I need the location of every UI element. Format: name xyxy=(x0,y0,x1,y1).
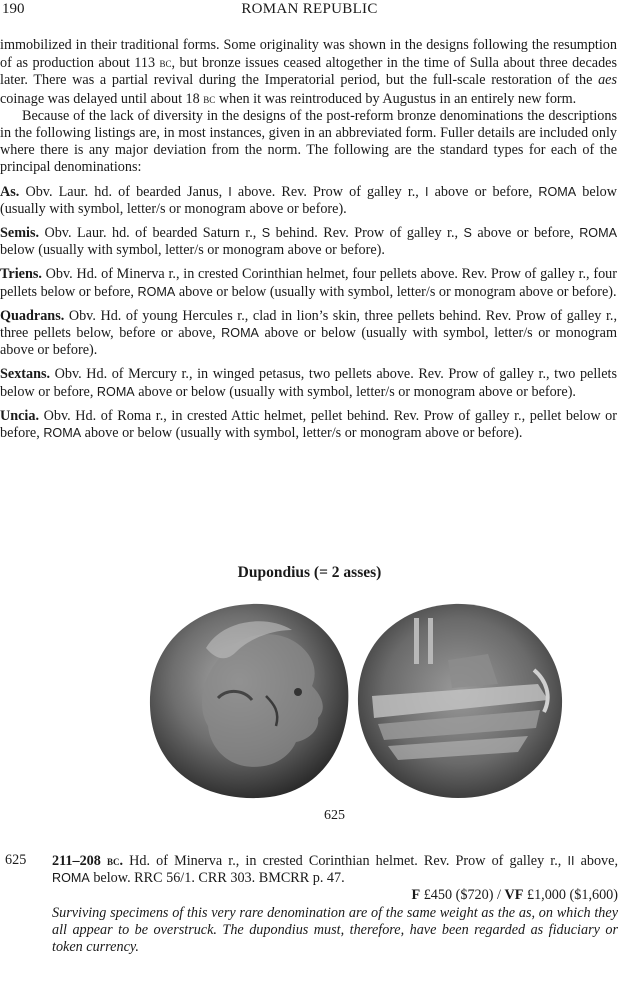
denomination-term: Triens. xyxy=(0,266,42,283)
text-run: above. Rev. Prow of galley r., xyxy=(231,183,425,200)
text-run: above or below (usually with symbol, letter/s or monogram above or before). xyxy=(81,425,523,442)
coin-obverse xyxy=(150,604,348,798)
era-abbreviation: bc xyxy=(159,55,172,71)
coin-figure xyxy=(148,600,568,800)
text-run: coinage was delayed until about 18 xyxy=(0,90,204,107)
text-run: above or below (usually with symbol, letter/s or monogram above or before). xyxy=(134,383,576,400)
grade-vf: VF xyxy=(504,887,524,904)
denomination-term: Quadrans. xyxy=(0,307,65,324)
legend-roma: ROMA xyxy=(538,184,577,199)
catalog-description: 211–208 bc. Hd. of Minerva r., in crested Corinthian helmet. Rev. Prow of galley r., II above, ROMA below. RRC 56/1. CRR 303. BMCRR p. 47. xyxy=(52,853,618,887)
section-heading: Dupondius (= 2 asses) xyxy=(237,564,382,581)
intro-paragraph-1 xyxy=(0,37,617,108)
text-run: above, xyxy=(574,853,618,869)
running-head xyxy=(0,0,619,20)
text-run: when it was reintroduced by Augustus in an entirely new form. xyxy=(215,90,577,107)
text-run: below (usually with symbol, letter/s or monogram above or before). xyxy=(0,242,385,259)
catalog-note: Surviving specimens of this very rare denomination are of the same weight as the as, on which they all appear to be overstruck. The dupondius must, therefore, have been regarded as fiduciary or token currency. xyxy=(52,904,618,956)
value-mark: S xyxy=(463,226,472,241)
page-number: 190 xyxy=(2,1,25,17)
denomination-semis xyxy=(0,225,617,259)
intro-paragraph-2: Because of the lack of diversity in the designs of the post-reform bronze denominations the descriptions in the following listings are, in most instances, given in an abbreviated form. Fuller details are included only where there is any major deviation from the norm. The following are the standard types for each of the principal denominations: xyxy=(0,107,617,176)
text-run: Obv. Hd. of Roma r., in crested Attic helmet, pellet behind. Rev. Prow of galley r., pellet below or before, xyxy=(0,407,617,442)
text-run: below (usually with symbol, letter/s or monogram above or before). xyxy=(0,183,617,217)
denomination-quadrans xyxy=(0,308,617,360)
legend-roma: ROMA xyxy=(52,871,90,886)
catalog-number: 625 xyxy=(5,852,27,868)
text-run: above or below (usually with symbol, letter/s or monogram above or before). xyxy=(0,325,617,359)
legend-roma: ROMA xyxy=(579,226,617,241)
denomination-triens xyxy=(0,266,617,300)
price-f: £450 ($720) / xyxy=(420,887,505,904)
value-mark: II xyxy=(567,854,575,868)
body-text xyxy=(0,37,617,442)
text-run: Obv. Hd. of Mercury r., in winged petasus, two pellets above. Rev. Prow of galley r., two pellets below or before, xyxy=(0,366,617,400)
figure-number: 625 xyxy=(324,808,345,823)
catalog-body xyxy=(52,852,618,956)
italic-term: aes xyxy=(598,72,617,89)
text-run: immobilized in their traditional forms. Some originality was shown in the designs following the resumption of as production about 113 xyxy=(0,37,617,72)
value-mark: I xyxy=(228,184,232,199)
value-mark: S xyxy=(261,226,271,241)
value-mark: I xyxy=(424,184,429,199)
running-head-title: ROMAN REPUBLIC xyxy=(241,1,378,17)
legend-roma: ROMA xyxy=(221,326,259,341)
text-run: Obv. Hd. of young Hercules r., clad in lion’s skin, three pellets behind. Rev. Prow of galley r., three pellets below, before or above, xyxy=(0,307,617,342)
text-run: Obv. Hd. of Minerva r., in crested Corinthian helmet, four pellets above. Rev. Prow of galley r., four pellets below or before, xyxy=(0,266,617,300)
price-vf: £1,000 ($1,600) xyxy=(523,887,618,904)
era-abbreviation: bc xyxy=(203,90,216,106)
denomination-as xyxy=(0,184,617,218)
text-run: Hd. of Minerva r., in crested Corinthian helmet. Rev. Prow of galley r., xyxy=(123,853,568,869)
text-run: , but bronze issues ceased altogether in the time of Sulla about three decades later. There was a partial revival during the Imperatorial period, but the full-scale restoration of the xyxy=(0,55,617,89)
text-run: Obv. Laur. hd. of bearded Janus, xyxy=(19,183,229,200)
legend-roma: ROMA xyxy=(137,284,176,299)
price-line xyxy=(52,887,618,904)
text-run: above or below (usually with symbol, letter/s or monogram above or before). xyxy=(175,283,617,300)
denomination-term: As. xyxy=(0,183,20,200)
catalog-date: 211–208 xyxy=(52,853,101,869)
coin-reverse xyxy=(358,604,562,798)
grade-f: F xyxy=(411,887,421,904)
coin-photograph xyxy=(148,600,568,800)
denomination-term: Uncia. xyxy=(0,407,40,424)
text-run: Obv. Laur. hd. of bearded Saturn r., xyxy=(39,225,262,242)
legend-roma: ROMA xyxy=(43,426,82,441)
text-run: above or before, xyxy=(471,225,580,242)
text-run: above or before, xyxy=(428,183,539,200)
era-abbreviation: bc xyxy=(107,853,120,868)
denomination-uncia xyxy=(0,408,617,442)
denomination-sextans xyxy=(0,366,617,400)
legend-roma: ROMA xyxy=(96,384,135,399)
text-run: below. RRC 56/1. CRR 303. BMCRR p. 47. xyxy=(89,870,345,887)
denomination-term: Sextans. xyxy=(0,366,51,383)
text-run: behind. Rev. Prow of galley r., xyxy=(270,225,464,242)
denomination-term: Semis. xyxy=(0,225,40,242)
